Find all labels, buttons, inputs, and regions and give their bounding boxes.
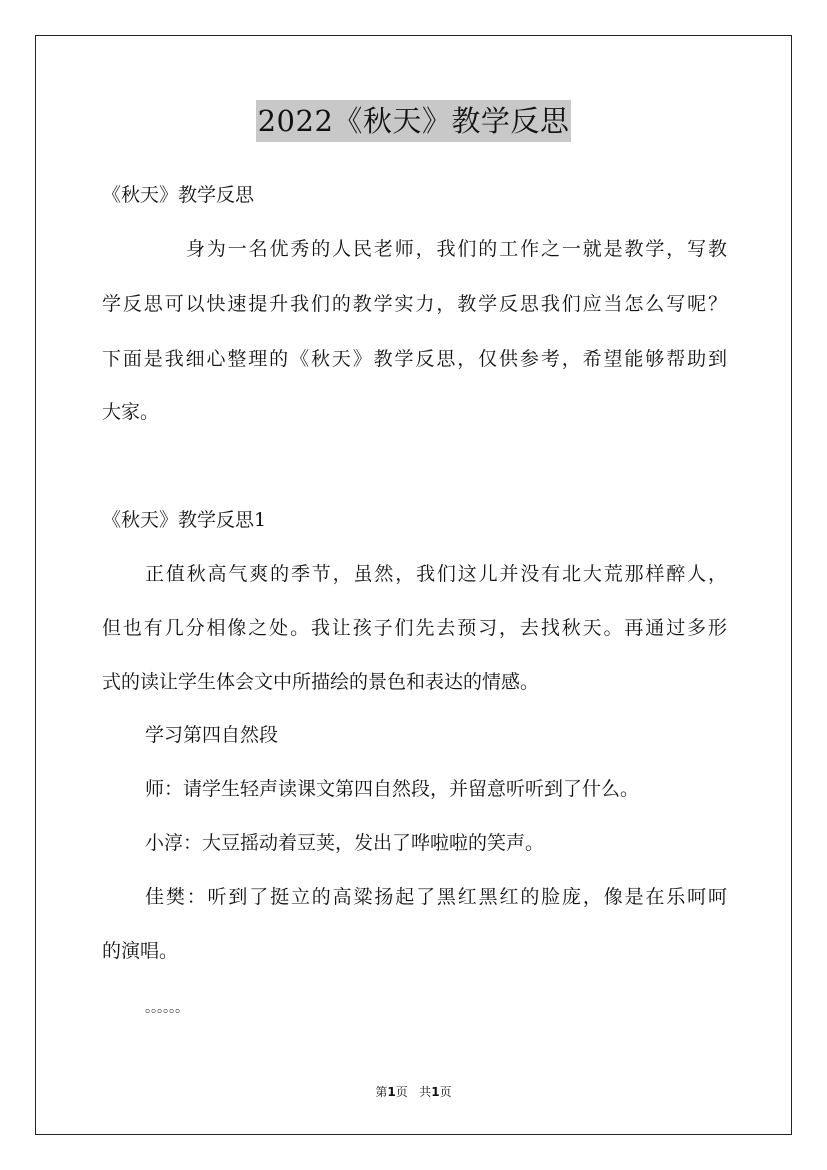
section1-line-1: 正值秋高气爽的季节，虽然，我们这儿并没有北大荒那样醉人， — [145, 563, 727, 585]
intro-line-1: 身为一名优秀的人民老师，我们的工作之一就是教学，写教 — [186, 238, 727, 260]
section1-line-3: 式的读让学生体会文中所描绘的景色和表达的情感。 — [102, 671, 540, 693]
para-study: 学习第四自然段 — [145, 724, 279, 746]
footer-total-suffix: 页 — [439, 1085, 452, 1099]
para-jiafan-line-2: 的演唱。 — [102, 940, 179, 962]
section1-heading: 《秋天》教学反思1 — [102, 509, 267, 531]
footer-page-prefix: 第 — [375, 1085, 388, 1099]
footer-total-number: 1 — [431, 1085, 440, 1099]
para-xiaochun: 小淳：大豆摇动着豆荚，发出了哗啦啦的笑声。 — [145, 832, 545, 854]
para-jiafan-line-1: 佳樊：听到了挺立的高粱扬起了黑红黑红的脸庞，像是在乐呵呵 — [145, 886, 727, 908]
footer-page-suffix: 页 — [395, 1085, 408, 1099]
para-teacher: 师：请学生轻声读课文第四自然段，并留意听听到了什么。 — [145, 778, 640, 800]
footer-total-prefix: 共 — [419, 1085, 432, 1099]
footer-page-number: 1 — [387, 1085, 396, 1099]
section1-line-2: 但也有几分相像之处。我让孩子们先去预习，去找秋天。再通过多形 — [102, 617, 727, 639]
ellipsis-line: 。。。。。。 — [145, 1000, 188, 1016]
page-footer — [0, 1083, 827, 1101]
title-container — [0, 100, 827, 142]
document-title: 2022《秋天》教学反思 — [256, 100, 572, 142]
intro-line-2: 学反思可以快速提升我们的教学实力，教学反思我们应当怎么写呢？ — [102, 293, 727, 315]
intro-heading: 《秋天》教学反思 — [102, 184, 255, 206]
intro-line-4: 大家。 — [102, 401, 160, 423]
intro-line-3: 下面是我细心整理的《秋天》教学反思，仅供参考，希望能够帮助到 — [102, 348, 727, 370]
